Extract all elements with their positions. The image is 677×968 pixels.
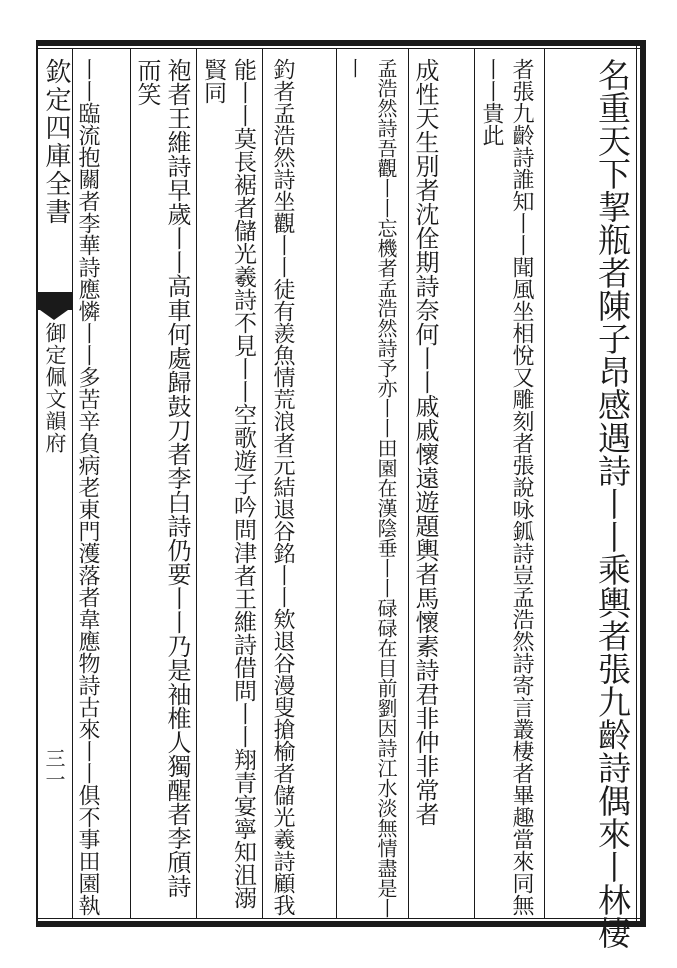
text-column-7: [132, 58, 194, 922]
collection-title: 欽定四庫全書: [41, 58, 71, 226]
text-column-8: [74, 58, 128, 922]
column-text: 孟浩然詩吾觀丨丨忘機者孟浩然詩予亦丨丨田園在漢陰垂丨丨碌碌在目前劉因詩江水淡無情盡是丨丨: [342, 58, 398, 918]
column-rule: [474, 49, 475, 918]
fishtail-mark: [36, 292, 72, 310]
column-text: 名重天下挈瓶者陳子昂感遇詩丨丨乘輿者張九齡詩偶來丨林棲: [593, 58, 632, 949]
column-rule: [262, 49, 263, 918]
column-text: 袍者王維詩早歲丨丨高車何處歸鼓刀者李白詩仍要丨丨乃是袖椎人獨醒者李頎詩而笑: [133, 58, 191, 898]
column-text: 能丨丨莫長裾者儲光羲詩不見丨丨空歌遊子吟問津者王維詩借問丨丨翔青宴寧知沮溺賢同: [200, 58, 256, 909]
column-rule: [130, 49, 131, 918]
column-rule: [544, 49, 545, 918]
text-column-5: [266, 58, 334, 922]
column-rule: [408, 49, 409, 918]
frame-top-inner-border: [36, 48, 646, 49]
column-text: 成性天生別者沈佺期詩奈何丨丨戚戚懷遠遊題輿者馬懷素詩君非仲非常者: [411, 58, 439, 826]
page-number: 三一: [42, 748, 66, 790]
column-text: 丨丨臨流抱關者李華詩應憐丨丨多苦辛負病老東門濩落者韋應物詩古來丨丨俱不事田園執: [75, 58, 100, 916]
book-title: 御定佩文韻府: [43, 322, 67, 454]
text-column-3: [410, 58, 472, 922]
text-column-6: [198, 58, 260, 922]
column-text: 釣者孟浩然詩坐觀丨丨徒有羨魚情荒浪者元結退谷銘丨丨欸退谷漫叟搶榆者儲光羲詩顧我: [270, 58, 295, 916]
frame-top-border: [36, 40, 646, 46]
text-column-1: [590, 58, 640, 949]
text-column-4: [338, 58, 406, 922]
frame-right-border: [640, 40, 646, 927]
column-rule: [336, 49, 337, 918]
column-text: 者張九齡詩誰知丨丨聞風坐相悅又雕刻者張說咏鈲詩豈孟浩然詩寄言叢棲者畢趣當來同無丨丨貴此: [479, 58, 534, 916]
text-column-2: [476, 58, 542, 922]
column-rule: [196, 49, 197, 918]
